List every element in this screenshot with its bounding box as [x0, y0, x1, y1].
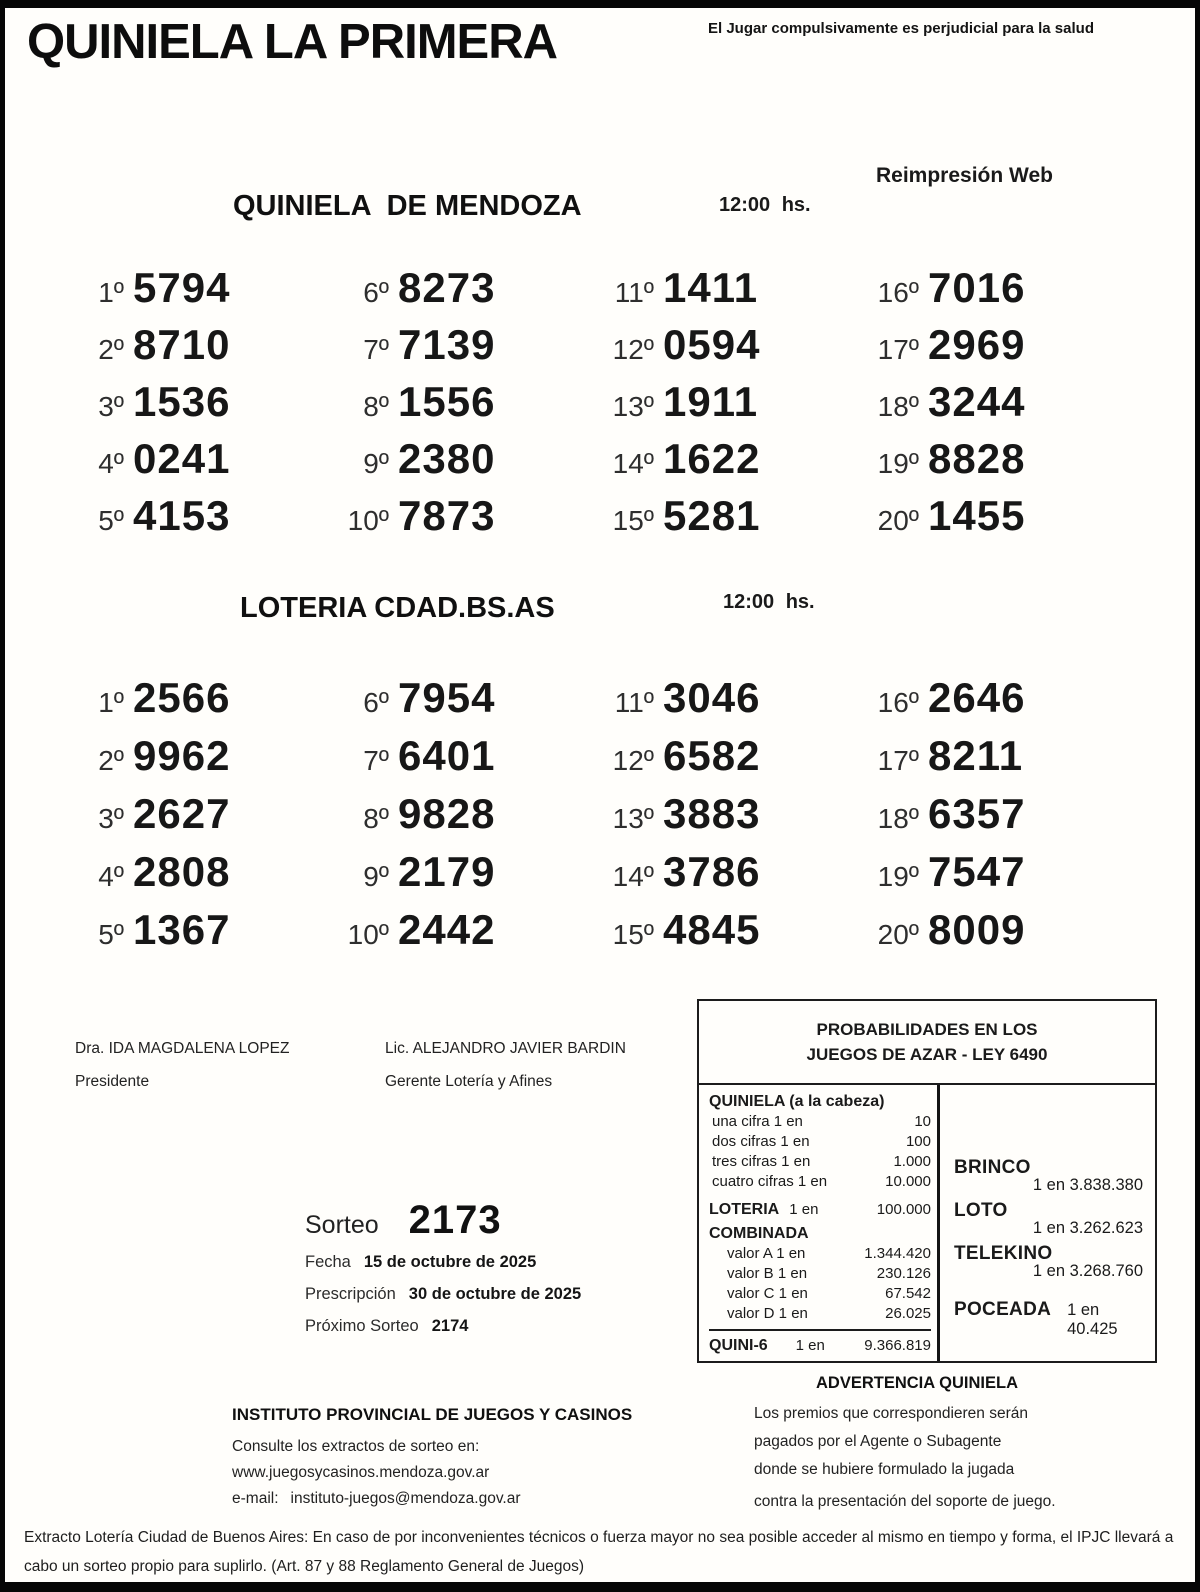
result-item	[600, 378, 865, 435]
draw-number: 1455	[928, 492, 1026, 539]
odds-label: tres cifras 1 en	[712, 1153, 811, 1170]
position-label: 20º	[877, 505, 919, 536]
result-item	[865, 848, 1135, 906]
poceada-odds	[954, 1299, 1143, 1339]
position-label: 20º	[877, 919, 919, 950]
draw-number: 7139	[398, 321, 496, 368]
odds-value: 1.000	[893, 1153, 931, 1170]
draw-number: 8273	[398, 264, 496, 311]
odds-row	[709, 1244, 931, 1264]
probabilities-right-column	[940, 1085, 1155, 1361]
odds-label: una cifra 1 en	[712, 1113, 803, 1130]
draw-number: 5794	[133, 264, 231, 311]
position-label: 11º	[614, 277, 654, 308]
footer-legal-note: Extracto Lotería Ciudad de Buenos Aires: En caso de por inconvenientes técnicos o fuerza mayor no sea posible acceder al mismo en tiempo y forma, el IPJC llevará a cabo un sorteo propio para suplirlo. (Art. 87 y 88 Reglamento General de Juegos)	[24, 1529, 1174, 1575]
position-label: 18º	[877, 391, 919, 422]
draw-number: 4153	[133, 492, 231, 539]
proximo-sorteo-label: Próximo Sorteo	[305, 1317, 419, 1335]
odds-row	[709, 1172, 931, 1192]
position-label: 16º	[877, 277, 919, 308]
quini6-odds-row	[709, 1329, 931, 1356]
odds-label: valor D 1 en	[727, 1305, 808, 1322]
draw-number: 9828	[398, 790, 496, 837]
draw-number: 1367	[133, 906, 231, 953]
odds-label: valor B 1 en	[727, 1265, 808, 1282]
sorteo-label: Sorteo	[305, 1211, 379, 1239]
health-warning-text: El Jugar compulsivamente es perjudicial para la salud	[708, 20, 1094, 37]
position-label: 16º	[877, 687, 919, 718]
prescripcion-value: 30 de octubre de 2025	[408, 1285, 582, 1303]
proximo-sorteo-value: 2174	[431, 1317, 469, 1335]
position-label: 1º	[98, 277, 124, 308]
draw-number: 2442	[398, 906, 496, 953]
next-draw-line	[305, 1317, 581, 1336]
consulte-line: Consulte los extractos de sorteo en:	[232, 1438, 480, 1455]
draw-number: 8828	[928, 435, 1026, 482]
odds-label: dos cifras 1 en	[712, 1133, 810, 1150]
position-label: 15º	[612, 919, 654, 950]
instituto-name: INSTITUTO PROVINCIAL DE JUEGOS Y CASINOS	[232, 1405, 633, 1424]
odds-value: 67.542	[885, 1285, 931, 1302]
draw-number: 2969	[928, 321, 1026, 368]
position-label: 19º	[877, 861, 919, 892]
draw-number: 8710	[133, 321, 231, 368]
odds-row	[709, 1112, 931, 1132]
position-label: 13º	[612, 803, 654, 834]
odds-value: 230.126	[876, 1265, 931, 1282]
position-label: 7º	[363, 334, 389, 365]
result-item	[865, 732, 1135, 790]
odds-value: 26.025	[885, 1305, 931, 1322]
draw-number: 7016	[928, 264, 1026, 311]
odds-value: 10.000	[885, 1173, 931, 1190]
result-item	[600, 790, 865, 848]
position-label: 5º	[98, 505, 124, 536]
advertencia-line: Los premios que correspondieren serán	[754, 1405, 1028, 1422]
telekino-odds	[954, 1243, 1143, 1281]
brinco-odds	[954, 1157, 1143, 1195]
telekino-value: 1 en 3.268.760	[1032, 1262, 1143, 1280]
result-item	[335, 435, 600, 492]
loto-value: 1 en 3.262.623	[1032, 1219, 1143, 1237]
odds-value: 100	[905, 1133, 931, 1150]
draw-date-line	[305, 1253, 581, 1272]
bsas-draw-time: 12:00 hs.	[723, 591, 815, 613]
result-item	[335, 321, 600, 378]
position-label: 14º	[612, 861, 654, 892]
telekino-name: TELEKINO	[954, 1243, 1053, 1264]
position-label: 3º	[98, 391, 124, 422]
odds-row	[709, 1264, 931, 1284]
draw-number: 7547	[928, 848, 1026, 895]
draw-number: 3883	[663, 790, 761, 837]
position-label: 11º	[614, 687, 654, 718]
result-item	[70, 435, 335, 492]
result-item	[600, 906, 865, 964]
probabilities-title-line1: PROBABILIDADES EN LOS	[816, 1020, 1038, 1039]
position-label: 4º	[98, 861, 124, 892]
quini6-value: 9.366.819	[864, 1337, 931, 1354]
odds-label: cuatro cifras 1 en	[712, 1173, 828, 1190]
draw-number-line	[305, 1198, 581, 1243]
result-item	[865, 321, 1135, 378]
draw-number: 1411	[663, 264, 759, 311]
result-item	[335, 674, 600, 732]
combinada-odds-rows	[709, 1244, 931, 1324]
reprint-web-label: Reimpresión Web	[876, 164, 1053, 187]
email-line	[232, 1486, 632, 1512]
instituto-block	[232, 1405, 632, 1512]
result-item	[865, 790, 1135, 848]
result-item	[600, 435, 865, 492]
probabilities-left-column	[699, 1085, 940, 1361]
position-label: 19º	[877, 448, 919, 479]
signature-manager	[385, 1040, 626, 1091]
result-item	[600, 492, 865, 549]
email-address: instituto-juegos@mendoza.gov.ar	[290, 1490, 521, 1507]
position-label: 1º	[98, 687, 124, 718]
draw-number: 2646	[928, 674, 1026, 721]
probabilities-body	[699, 1085, 1155, 1361]
position-label: 8º	[363, 391, 389, 422]
mendoza-results-grid	[70, 264, 1135, 549]
result-item	[70, 732, 335, 790]
result-item	[335, 906, 600, 964]
result-item	[335, 492, 600, 549]
draw-number: 2566	[133, 674, 231, 721]
president-role: Presidente	[75, 1073, 150, 1090]
result-item	[70, 848, 335, 906]
draw-number: 2627	[133, 790, 231, 837]
draw-number: 9962	[133, 732, 231, 779]
result-item	[70, 790, 335, 848]
bsas-results-grid	[70, 674, 1135, 964]
odds-value: 10	[914, 1113, 931, 1130]
result-item	[600, 732, 865, 790]
result-item	[600, 674, 865, 732]
result-item	[865, 264, 1135, 321]
email-label: e-mail:	[232, 1490, 279, 1507]
page-title: QUINIELA LA PRIMERA	[27, 15, 557, 69]
result-item	[865, 435, 1135, 492]
draw-number: 6582	[663, 732, 761, 779]
signature-president	[75, 1040, 289, 1091]
draw-number: 0594	[663, 321, 761, 368]
draw-number: 0241	[133, 435, 231, 482]
draw-number: 6357	[928, 790, 1026, 837]
quiniela-odds-header: QUINIELA (a la cabeza)	[709, 1093, 885, 1110]
result-item	[865, 378, 1135, 435]
combinada-header: COMBINADA	[709, 1225, 809, 1242]
draw-info-block	[305, 1198, 581, 1336]
odds-label: valor A 1 en	[727, 1245, 806, 1262]
probabilities-header	[699, 1001, 1155, 1085]
result-item	[600, 848, 865, 906]
odds-row	[709, 1284, 931, 1304]
position-label: 2º	[98, 745, 124, 776]
draw-number: 7873	[398, 492, 496, 539]
draw-number: 2179	[398, 848, 496, 895]
position-label: 12º	[612, 745, 654, 776]
brinco-name: BRINCO	[954, 1157, 1031, 1178]
president-name: Dra. IDA MAGDALENA LOPEZ	[75, 1040, 290, 1057]
odds-value: 1.344.420	[864, 1245, 931, 1262]
quini6-name: QUINI-6	[709, 1337, 768, 1354]
result-item	[865, 492, 1135, 549]
quini6-label: 1 en	[795, 1337, 825, 1354]
result-item	[70, 906, 335, 964]
result-item	[865, 674, 1135, 732]
result-item	[865, 906, 1135, 964]
draw-number: 2380	[398, 435, 496, 482]
position-label: 9º	[363, 861, 389, 892]
loto-name: LOTO	[954, 1200, 1008, 1221]
position-label: 6º	[363, 277, 389, 308]
position-label: 13º	[612, 391, 654, 422]
draw-number: 7954	[398, 674, 496, 721]
result-item	[335, 790, 600, 848]
bsas-section-title: LOTERIA CDAD.BS.AS	[240, 592, 555, 624]
probabilities-title-line2: JUEGOS DE AZAR - LEY 6490	[806, 1045, 1048, 1064]
poceada-value: 1 en 40.425	[1067, 1301, 1118, 1338]
odds-row	[709, 1132, 931, 1152]
result-item	[70, 378, 335, 435]
draw-number: 1622	[663, 435, 761, 482]
website-text: www.juegosycasinos.mendoza.gov.ar	[232, 1464, 490, 1481]
position-label: 7º	[363, 745, 389, 776]
position-label: 3º	[98, 803, 124, 834]
position-label: 4º	[98, 448, 124, 479]
draw-number: 8211	[928, 732, 1024, 779]
manager-role: Gerente Lotería y Afines	[385, 1073, 553, 1090]
position-label: 5º	[98, 919, 124, 950]
result-item	[335, 848, 600, 906]
probabilities-box	[697, 999, 1157, 1363]
position-label: 17º	[877, 745, 919, 776]
result-item	[335, 264, 600, 321]
draw-number: 1536	[133, 378, 231, 425]
position-label: 17º	[877, 334, 919, 365]
advertencia-title: ADVERTENCIA QUINIELA	[816, 1374, 1018, 1392]
result-item	[335, 378, 600, 435]
mendoza-section-title: QUINIELA DE MENDOZA	[233, 190, 582, 222]
loteria-odds-value: 100.000	[876, 1201, 931, 1218]
loteria-odds-name: LOTERIA	[709, 1201, 780, 1218]
fecha-label: Fecha	[305, 1253, 351, 1271]
draw-number: 3046	[663, 674, 761, 721]
draw-number: 1911	[663, 378, 759, 425]
result-item	[70, 674, 335, 732]
result-item	[600, 321, 865, 378]
sorteo-number: 2173	[408, 1198, 502, 1242]
advertencia-text	[754, 1400, 1144, 1516]
position-label: 18º	[877, 803, 919, 834]
advertencia-line: contra la presentación del soporte de juego.	[754, 1493, 1056, 1510]
draw-number: 1556	[398, 378, 496, 425]
draw-number: 4845	[663, 906, 761, 953]
draw-number: 3786	[663, 848, 761, 895]
position-label: 12º	[612, 334, 654, 365]
result-item	[70, 321, 335, 378]
prescription-line	[305, 1285, 581, 1304]
manager-name: Lic. ALEJANDRO JAVIER BARDIN	[385, 1040, 626, 1057]
position-label: 2º	[98, 334, 124, 365]
odds-row	[709, 1152, 931, 1172]
draw-number: 3244	[928, 378, 1026, 425]
result-item	[335, 732, 600, 790]
loto-odds	[954, 1200, 1143, 1238]
draw-number: 2808	[133, 848, 231, 895]
position-label: 6º	[363, 687, 389, 718]
position-label: 9º	[363, 448, 389, 479]
advertencia-line: donde se hubiere formulado la jugada	[754, 1461, 1015, 1478]
prescripcion-label: Prescripción	[305, 1285, 396, 1303]
advertencia-line: pagados por el Agente o Subagente	[754, 1433, 1002, 1450]
position-label: 10º	[347, 505, 389, 536]
position-label: 10º	[347, 919, 389, 950]
result-item	[70, 264, 335, 321]
draw-number: 8009	[928, 906, 1026, 953]
result-item	[600, 264, 865, 321]
quiniela-odds-rows	[709, 1112, 931, 1192]
odds-label: valor C 1 en	[727, 1285, 808, 1302]
position-label: 15º	[612, 505, 654, 536]
result-item	[70, 492, 335, 549]
odds-row	[709, 1304, 931, 1324]
loteria-odds-label: 1 en	[789, 1201, 819, 1218]
loteria-odds-row	[709, 1200, 931, 1220]
fecha-value: 15 de octubre de 2025	[363, 1253, 537, 1271]
brinco-value: 1 en 3.838.380	[1032, 1176, 1143, 1194]
draw-number: 5281	[663, 492, 761, 539]
position-label: 14º	[612, 448, 654, 479]
mendoza-draw-time: 12:00 hs.	[719, 194, 811, 216]
poceada-name: POCEADA	[954, 1299, 1052, 1320]
draw-number: 6401	[398, 732, 496, 779]
position-label: 8º	[363, 803, 389, 834]
